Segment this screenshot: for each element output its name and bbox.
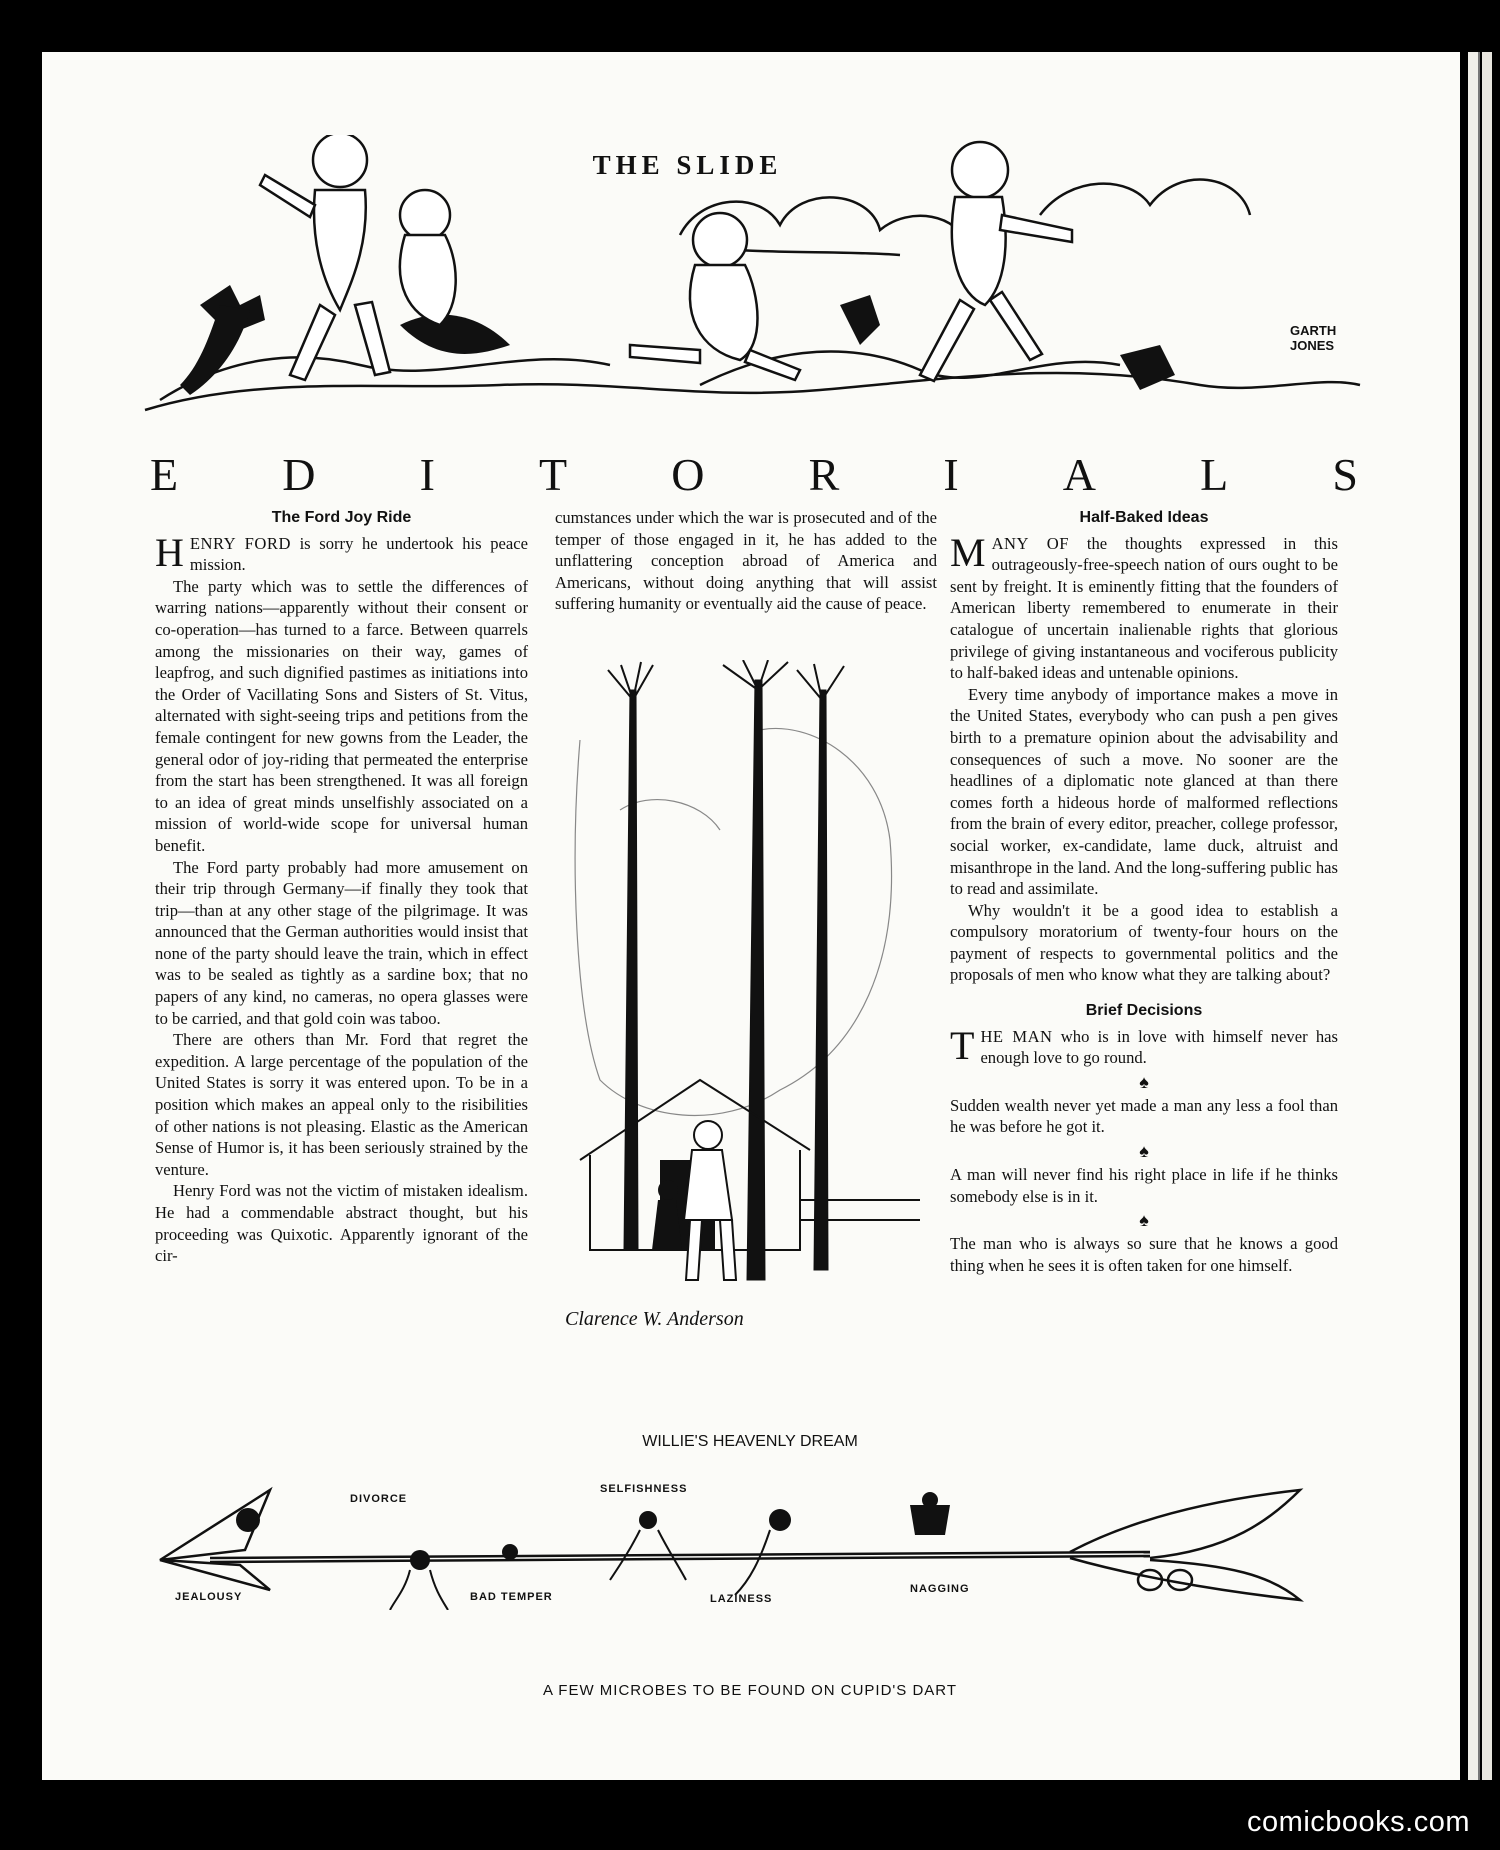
microbe-label-selfishness: SELFISHNESS: [600, 1483, 688, 1495]
lead-caps: ENRY FORD: [189, 533, 291, 553]
article-paragraph: Every time anybody of importance makes a move in the United States, everybody who can push a pen gives birth to a premature opinion about the advisability and consequences of such a move. No sooner are the headlines of a diplomatic note glanced at than there comes forth a hideous horde of malformed reflections from the brain of every editor, preacher, college professor, social worker, ex-candidate, lame duck, altruist and misanthrope in the land. And the long-suffering public has to read and assimilate.: [950, 684, 1338, 899]
page-edge: [1482, 52, 1492, 1780]
cupids-dart-caption: A FEW MICROBES TO BE FOUND ON CUPID'S DART: [542, 1682, 958, 1699]
articles-right-column: [950, 507, 1338, 1276]
editorials-heading: [150, 448, 1360, 508]
spine-shadow: [1478, 52, 1480, 1780]
heading-letter: A: [1062, 449, 1099, 500]
article-paragraph: There are others than Mr. Ford that regret the expedition. A large percentage of the population of the United States is sorry it was entered upon. To be in a position which makes an appeal only to the risibilities of other nations is not pleasing. Elastic as the American Sense of Humor is, it has been seriously strained by the venture.: [155, 1030, 528, 1179]
drop-cap: T: [950, 1022, 975, 1068]
heading-letter: D: [282, 449, 318, 500]
article-paragraph: The party which was to settle the differences of warring nations—apparently without their consent or co-operation—has turned to a farce. Between quarrels among the missionaries on their way, games of leapfrog, and such dignified pastimes as initiations into the Order of Vacillating Sons and Sisters of St. Vitus, alternated with sight-seeing trips and petitions from the female contingent for new gowns from the Leader, the general odor of joy-riding that permeated the enterprise from the start has been strengthened. It was all foreign to an idea of great minds unselfishly associated on a mission of world-wide scope for universal human benefit.: [155, 576, 528, 855]
article-title: The Ford Joy Ride: [271, 509, 412, 526]
article-paragraph: The Ford party probably had more amusement on their trip through Germany—if finally they took that trip—than at any other stage of the pilgrimage. It was announced that the German authorities would insist that none of the party should leave the train, which in effect was to be sealed as tightly as a sardine box; that no papers of any kind, no cameras, no opera glasses were to be carried, and that gold coin was taboo.: [155, 857, 528, 1028]
microbe-label-jealousy: JEALOUSY: [175, 1591, 243, 1603]
article-lead: [950, 1022, 1338, 1069]
microbe-label-divorce: DIVORCE: [350, 1493, 408, 1505]
article-title: Brief Decisions: [1085, 1002, 1203, 1020]
lead-text: the thoughts expressed in this outrageously-free-speech nation of ours ought to be sent by freight. It is eminently fitting that the founders of American liberty remembered to enumerate in their catalogue of uncertain inalienable rights that glorious privilege of giving instantaneous and vociferous publicity to half-baked ideas and untenable opinions.: [950, 533, 1338, 683]
brief-item: Sudden wealth never yet made a man any less a fool than he was before he got it.: [950, 1095, 1338, 1137]
magazine-title: THE SLIDE: [592, 150, 783, 180]
drop-cap: M: [950, 529, 986, 575]
willies-heavenly-dream-cartoon: [560, 660, 940, 1410]
lead-text: who is in love with himself never has enough love to go round.: [980, 1026, 1338, 1068]
heading-letter: L: [1200, 449, 1231, 500]
page-spine: [1468, 52, 1478, 1780]
microbe-label-bad-temper: BAD TEMPER: [470, 1591, 553, 1603]
heading-letter: O: [671, 449, 707, 500]
brief-decisions: [950, 1022, 1338, 1277]
lead-caps: HE MAN: [980, 1026, 1053, 1046]
brief-item: The man who is always so sure that he knows a good thing when he sees it is often taken for one himself.: [950, 1234, 1338, 1275]
heading-letter: E: [150, 449, 181, 500]
article-lead: [950, 529, 1338, 684]
brief-item: A man will never find his right place in life if he thinks somebody else is in it.: [950, 1165, 1338, 1206]
spade-separator: ♠: [1139, 1071, 1149, 1092]
site-watermark: comicbooks.com: [1247, 1806, 1470, 1838]
microbe-label-nagging: NAGGING: [910, 1583, 970, 1595]
cupids-dart-cartoon: [150, 1480, 1365, 1610]
microbe-label-laziness: LAZINESS: [710, 1593, 773, 1605]
article-paragraph: Henry Ford was not the victim of mistaken idealism. He had a commendable abstract thought, but his proceeding was Quixotic. Apparently ignorant of the cir-: [155, 1181, 528, 1266]
article-continuation: [555, 507, 937, 615]
article-paragraph: cumstances under which the war is prosecuted and of the temper of those engaged in it, he has added to the unflattering conception abroad of America and Americans, without doing anything that will assist suffering humanity or eventually aid the cause of peace.: [555, 508, 937, 614]
heading-letter: R: [808, 449, 842, 500]
artist-signature-line1: GARTH: [1290, 323, 1337, 338]
article-paragraph: Why wouldn't it be a good idea to establish a compulsory moratorium of twenty-four hours on the payment of respects to governmental politics and the proposals of men who know what they are talking about?: [950, 900, 1338, 985]
lead-caps: ANY OF: [991, 533, 1069, 553]
drop-cap: H: [155, 529, 184, 575]
heading-letter: I: [943, 449, 961, 500]
heading-letter: T: [539, 449, 570, 500]
heading-letter: I: [419, 449, 437, 500]
article-title: Half-Baked Ideas: [1079, 509, 1209, 526]
artist-signature-line2: JONES: [1290, 338, 1335, 353]
spade-separator: ♠: [1139, 1210, 1149, 1231]
article-lead: [155, 529, 528, 576]
article-ford-joy-ride: [155, 507, 528, 1267]
cartoon-caption: WILLIE'S HEAVENLY DREAM: [642, 1433, 858, 1450]
lead-text: is sorry he undertook his peace mission.: [189, 533, 528, 575]
cartoon-signature: Clarence W. Anderson: [565, 1308, 744, 1330]
spade-separator: ♠: [1139, 1141, 1149, 1162]
heading-letter: S: [1332, 449, 1360, 500]
